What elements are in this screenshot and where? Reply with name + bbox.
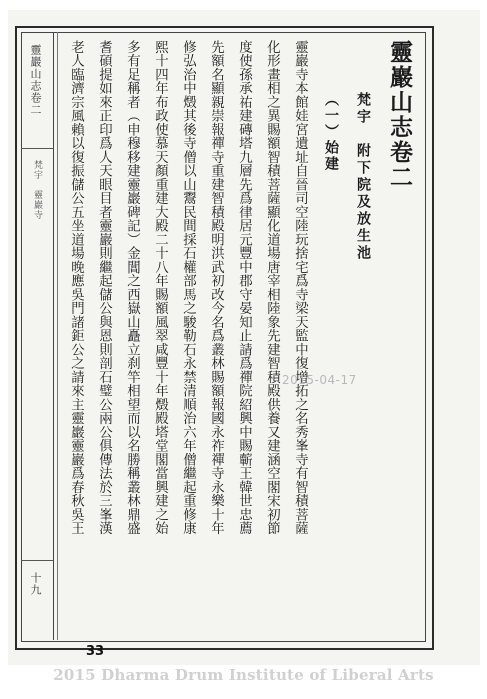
body-column: 熙十四年布政使慕天顏重建大殿二十八年賜額風翠咸豐十年燬殿塔堂閣當興建之始 xyxy=(152,40,168,535)
gutter-folio: 十九 xyxy=(29,572,42,596)
gutter-rule xyxy=(53,32,54,640)
chapter-subtitle: 梵宇 附下院及放生池 xyxy=(355,92,371,262)
gutter-rule-inner xyxy=(57,32,58,640)
gutter-book-title: 靈巖山志卷二 xyxy=(29,44,42,116)
body-column: 老人臨濟宗風賴以復振儲公五坐道場晚應吳門諸鉅公之請來主靈巖靈巖爲春秋吳王 xyxy=(68,40,84,535)
gutter-divider-top xyxy=(21,148,53,149)
body-column: 多有足稱者（申穆移建靈巖碑記）金閶之西嶽山矗立刹竿相望而以名勝稱叢林鼎盛 xyxy=(124,40,140,535)
gutter-divider-bottom xyxy=(21,560,53,561)
body-column: 修弘治中燬其後寺僧以山鬻民間採石權部馬之駿勒石永禁清順治六年僧繼起重修康 xyxy=(180,40,196,535)
copyright-footer: 2015 Dharma Drum Institute of Liberal Arts xyxy=(53,666,434,684)
page-title: 靈巖山志卷二 xyxy=(386,40,413,190)
body-column: 耆碩提如來正印爲人天眼目者靈巖則繼起儲公與恩則剖石璧公兩公俱傳法於三峯漢 xyxy=(96,40,112,535)
section-heading: （一）始建 xyxy=(323,92,339,172)
body-column: 度使孫承祐建磚塔九層先爲律居元豐中郡守晏知止請爲禪院紹興中賜蘄王韓世忠薦 xyxy=(236,40,252,535)
body-column: 先額名顯親崇報禪寺重建智積殿明洪武初改今名爲叢林賜額報國永祚禪寺永樂十年 xyxy=(208,40,224,535)
scan-date-watermark: 2015-04-17 xyxy=(282,373,357,387)
page-number: 33 xyxy=(86,644,105,659)
body-column: 靈巖寺本館娃宮遺址自晉司空陸玩捨宅爲寺梁天監中復增拓之名秀峯寺有智積菩薩 xyxy=(292,40,308,535)
body-column: 化形畫相之異賜額智積菩薩顯化道場唐宰相陸象先建智積殿供養又建涵空閣宋初節 xyxy=(264,40,280,535)
gutter-section-label: 梵宇 靈巖寺 xyxy=(32,160,42,220)
